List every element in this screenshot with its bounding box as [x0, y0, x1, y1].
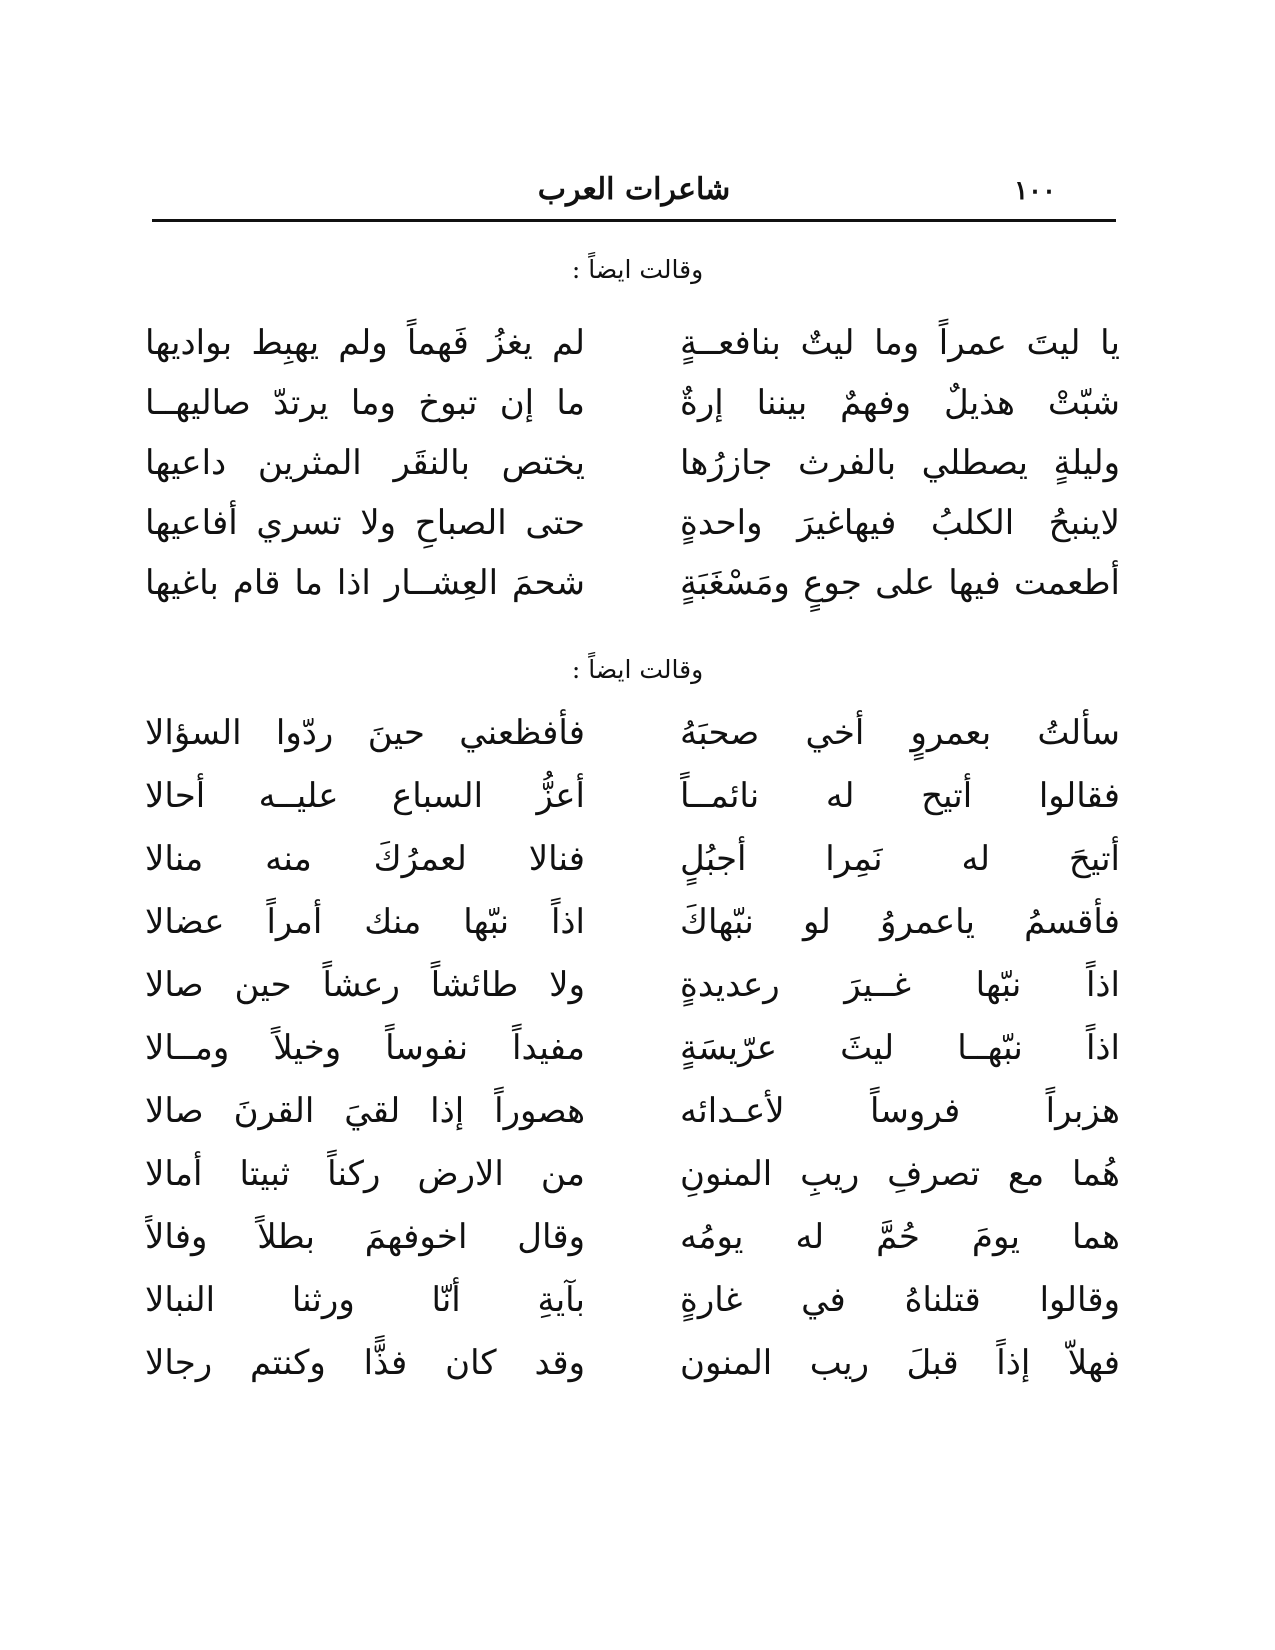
page-header	[152, 172, 1116, 218]
hemistich-second: حتى الصباحِ ولا تسري أفاعيها	[145, 503, 585, 543]
section-heading: وقالت ايضاً :	[571, 255, 704, 284]
verse-line	[145, 1270, 1120, 1330]
running-title: شاعرات العرب	[537, 172, 731, 207]
verse-line	[145, 829, 1120, 889]
hemistich-first: سألتُ بعمروٍ أخي صحبَهُ	[680, 713, 1120, 753]
hemistich-first: شبّتْ هذيلٌ وفهمٌ بيننا إرةٌ	[680, 383, 1120, 423]
hemistich-second: هصوراً إذا لقيَ القرنَ صالا	[145, 1091, 585, 1131]
hemistich-second: ولا طائشاً رعشاً حين صالا	[145, 965, 585, 1005]
hemistich-first: أطعمت فيها على جوعٍ ومَسْغَبَةٍ	[680, 563, 1120, 603]
hemistich-second: من الارض ركناً ثبيتا أمالا	[145, 1154, 585, 1194]
hemistich-second: بآيةِ أنّا ورثنا النبالا	[145, 1280, 585, 1320]
hemistich-second: ما إن تبوخ وما يرتدّ صاليهــا	[145, 383, 585, 423]
hemistich-first: اذاً نبّها غــيرَ رعديدةٍ	[680, 965, 1120, 1005]
hemistich-second: أعزُّ السباع عليــه أحالا	[145, 776, 585, 816]
verse-line	[145, 703, 1120, 763]
verse-line	[145, 1018, 1120, 1078]
verse-line	[145, 1144, 1120, 1204]
verse-line	[145, 1207, 1120, 1267]
verse-line	[145, 1081, 1120, 1141]
verse-line	[145, 766, 1120, 826]
verse-line	[145, 553, 1120, 613]
hemistich-first: هُما مع تصرفِ ريبِ المنونِ	[680, 1154, 1120, 1194]
verse-line	[145, 313, 1120, 373]
hemistich-second: فأفظعني حينَ ردّوا السؤالا	[145, 713, 585, 753]
hemistich-first: فأقسمُ ياعمروُ لو نبّهاكَ	[680, 902, 1120, 942]
hemistich-second: وقد كان فذًّا وكنتم رجالا	[145, 1343, 585, 1383]
page-number: ١٠٠	[1014, 176, 1056, 206]
verse-line	[145, 1333, 1120, 1393]
hemistich-second: فنالا لعمرُكَ منه منالا	[145, 839, 585, 879]
hemistich-second: شحمَ العِشــار اذا ما قام باغيها	[145, 563, 585, 603]
verse-line	[145, 892, 1120, 952]
header-rule	[152, 219, 1116, 222]
hemistich-first: وليلةٍ يصطلي بالفرث جازرُها	[680, 443, 1120, 483]
hemistich-second: مفيداً نفوساً وخيلاً ومــالا	[145, 1028, 585, 1068]
hemistich-first: فهلاّ إذاً قبلَ ريب المنون	[680, 1343, 1120, 1383]
hemistich-first: وقالوا قتلناهُ في غارةٍ	[680, 1280, 1120, 1320]
hemistich-first: يا ليتَ عمراً وما ليتٌ بنافعــةٍ	[680, 323, 1120, 363]
hemistich-second: لم يغزُ فَهماً ولم يهبِط بواديها	[145, 323, 585, 363]
hemistich-first: هزبراً فروساً لأعـدائه	[680, 1091, 1120, 1131]
hemistich-second: يختص بالنقَر المثرين داعيها	[145, 443, 585, 483]
verse-line	[145, 373, 1120, 433]
verse-line	[145, 433, 1120, 493]
verse-line	[145, 955, 1120, 1015]
hemistich-first: هما يومَ حُمَّ له يومُه	[680, 1217, 1120, 1257]
hemistich-second: اذاً نبّها منك أمراً عضالا	[145, 902, 585, 942]
hemistich-first: فقالوا أتيح له نائمــاً	[680, 776, 1120, 816]
hemistich-first: لاينبحُ الكلبُ فيهاغيرَ واحدةٍ	[680, 503, 1120, 543]
section-heading: وقالت ايضاً :	[571, 655, 704, 684]
hemistich-second: وقال اخوفهمَ بطلاً وفالاً	[145, 1217, 585, 1257]
verse-line	[145, 493, 1120, 553]
hemistich-first: أتيحَ له نَمِرا أجبُلٍ	[680, 839, 1120, 879]
hemistich-first: اذاً نبّهــا ليثَ عرّيسَةٍ	[680, 1028, 1120, 1068]
